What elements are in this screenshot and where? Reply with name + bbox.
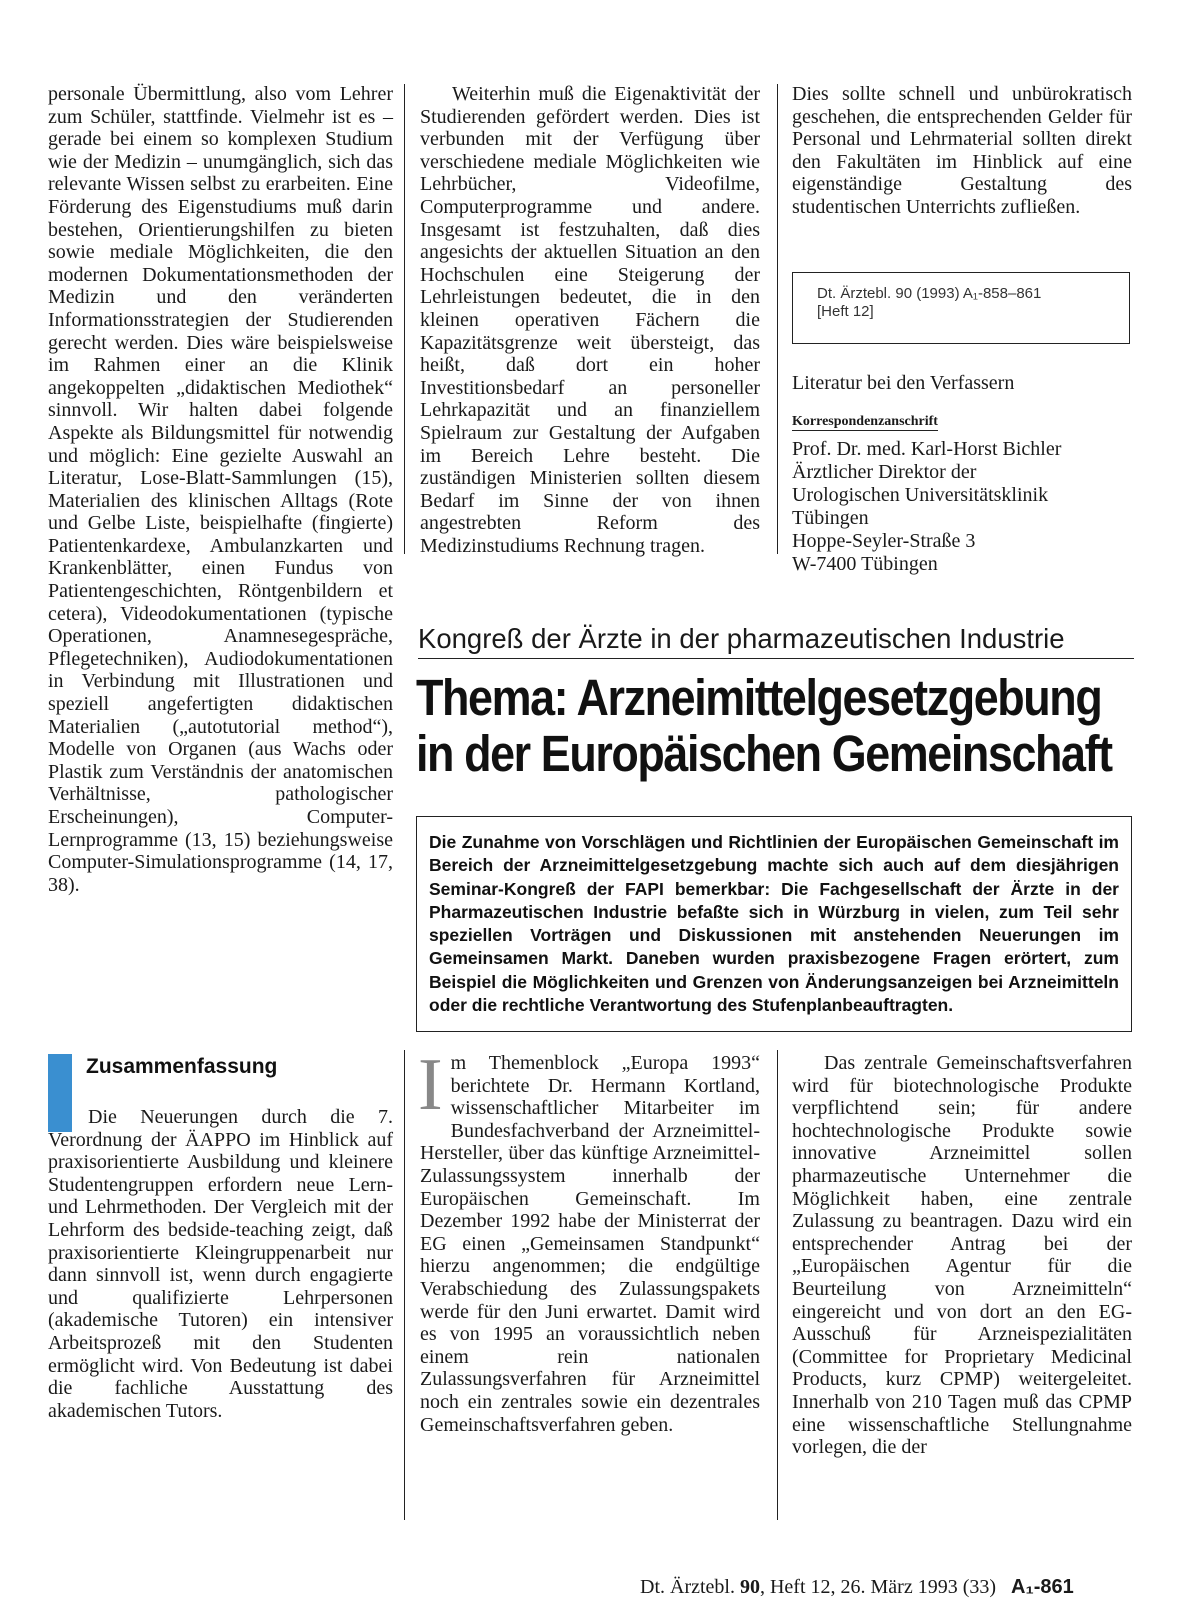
article-kicker: Kongreß der Ärzte in der pharmazeutischen Industrie xyxy=(418,623,1065,654)
footer-issue: , Heft 12, 26. März 1993 (33) xyxy=(759,1576,997,1598)
literature-note: Literatur bei den Verfassern xyxy=(792,372,1015,394)
column-divider xyxy=(404,84,405,554)
summary-heading: Zusammenfassung xyxy=(86,1055,278,1078)
summary-text: Die Neuerungen durch die 7. Verordnung der ÄAPPO im Hinblick auf praxisorientierte Ausbildung und kleinere Studentengruppen erfordern neue Lern- und Lehrmethoden. Der Vergleich mit der Lehrform des bedside-teaching zeigt, daß praxisorientierte Kleingruppenarbeit nur dann sinnvoll ist, wenn durch engagierte und qualifizierte Lehrpersonen (akademische Tutoren) ein intensiver Arbeitsprozeß mit den Studenten ermöglicht wird. Von Bedeutung ist dabei die fachliche Ausstattung des akademischen Tutors. xyxy=(48,1106,393,1422)
column-divider xyxy=(404,1050,405,1520)
summary-text-column xyxy=(48,1106,393,1422)
paragraph: personale Übermittlung, also vom Lehrer zum Schüler, stattfinde. Vielmehr ist es – gerade bei einem so komplexen Studium wie der Medizin – unumgänglich, sich das relevante Wissen selbst zu erarbeiten. Eine Förderung des Eigenstudiums muß darin bestehen, Orientierungshilfen zu bieten sowie mediale Möglichkeiten, die den modernen Dokumentationsmethoden der Medizin und den veränderten Informationsstrategien der Studierenden gerecht werden. Dies wäre beispielsweise im Rahmen einer an die Klinik angekoppelten „didaktischen Mediothek“ sinnvoll. Wir halten dabei folgende Aspekte als Bildungsmittel für notwendig und möglich: Eine gezielte Auswahl an Literatur, Lose-Blatt-Sammlungen (15), Materialien des klinischen Alltags (Rote und Gelbe Liste, beispielhafte (fingierte) Patientenkardexe, Ambulanzkarten und Krankenblätter, einen Fundus von Patientengeschichten, Röntgenbildern et cetera), Videodokumentationen (typische Operationen, Anamnesegespräche, Pflegetechniken), Audiodokumentationen in Verbindung mit Illustrationen und speziell angefertigten didaktischen Materialien („autotutorial method“), Modelle von Organen (aus Wachs oder Plastik zum Verständnis der anatomischen Verhältnisse, pathologischer Erscheinungen), Computer-Lernprogramme (13, 15) beziehungsweise Computer-Simulationsprogramme (14, 17, 38). xyxy=(48,83,393,896)
article-lead: Die Zunahme von Vorschlägen und Richtlinien der Europäischen Gemeinschaft im Bereich der Arzneimittelgesetzgebung machte sich auch auf dem diesjährigen Seminar-Kongreß der FAPI bemerkbar: Die Fachgesellschaft der Ärzte in der Pharmazeutischen Industrie befaßte sich in Würzburg in vielen, zum Teil sehr speziellen Vorträgen und Diskussionen mit anstehenden Neuerungen im Gemeinsamen Markt. Daneben wurden praxisbezogene Fragen erörtert, zum Beispiel die Möglichkeiten und Grenzen von Änderungsanzeigen bei Arzneimitteln oder die rechtliche Verantwortung des Stufenplanbeauftragten. xyxy=(429,832,1119,1016)
article-body-column-1 xyxy=(418,1044,760,1436)
paragraph: m Themenblock „Europa 1993“ berichtete Dr. Hermann Kortland, wissenschaftlicher Mitarbeiter im Bundesfachverband der Arzneimittel-Hersteller, über das künftige Arzneimittel-Zulassungssystem innerhalb der Europäischen Gemeinschaft. Im Dezember 1992 habe der Ministerrat der EG einen „Gemeinsamen Standpunkt“ hierzu angenommen; die endgültige Verabschiedung des Zulassungspakets werde für den Juni erwartet. Damit wird es von 1995 an voraussichtlich neben einem rein nationalen Zulassungsverfahren für Arzneimittel noch ein zentrales sowie ein dezentrales Gemeinschaftsverfahren geben. xyxy=(420,1052,760,1436)
article-headline xyxy=(416,670,1136,782)
body-column-2 xyxy=(420,83,760,557)
address-line: Ärztlicher Direktor der xyxy=(792,461,977,483)
column-divider xyxy=(777,84,778,554)
paragraph: Dies sollte schnell und unbürokratisch geschehen, die entsprechenden Gelder für Personal und Lehrmaterial sollten direkt den Fakultäten im Hinblick auf eine eigenständige Gestaltung des studentischen Unterrichts zufließen. xyxy=(792,83,1132,218)
page-footer xyxy=(640,1576,1074,1599)
address-line: Tübingen xyxy=(792,507,869,529)
citation-issue: [Heft 12] xyxy=(817,303,874,320)
correspondence-label: Korrespondenzanschrift xyxy=(792,414,938,429)
headline-line-2: in der Europäischen Gemeinschaft xyxy=(416,725,1112,782)
body-column-3 xyxy=(792,83,1132,219)
column-divider xyxy=(777,1050,778,1520)
citation-line: Dt. Ärztebl. 90 (1993) A₁-858–861 xyxy=(817,285,1042,302)
body-column-1 xyxy=(48,83,393,896)
footer-page-number: A₁-861 xyxy=(1011,1576,1074,1598)
correspondence-address xyxy=(792,438,1061,576)
address-line: Urologischen Universitätsklinik xyxy=(792,484,1049,506)
drop-cap: I xyxy=(418,1044,443,1126)
headline-line-1: Thema: Arzneimittelgesetzgebung xyxy=(416,669,1102,726)
article-body-column-2 xyxy=(792,1052,1132,1459)
paragraph: Weiterhin muß die Eigenaktivität der Studierenden gefördert werden. Dies ist verbunden mit der Verfügung über verschiedene mediale Möglichkeiten wie Lehrbücher, Videofilme, Computerprogramme und andere. Insgesamt ist festzuhalten, daß dies angesichts der aktuellen Situation an den Hochschulen eine Steigerung der Lehrleistungen bedeutet, die in den kleinen operativen Fächern die Kapazitätsgrenze weit übersteigt, das heißt, daß dort ein hoher Investitionsbedarf an personeller Lehrkapazität und an finanziellem Spielraum zur Gestaltung der Aufgaben im Bereich Lehre besteht. Die zuständigen Ministerien sollten diesem Bedarf im Sinne der von ihnen angestrebten Reform des Medizinstudiums Rechnung tragen. xyxy=(420,83,760,557)
address-line: W-7400 Tübingen xyxy=(792,553,938,575)
kicker-underline xyxy=(418,658,1134,659)
lead-box xyxy=(416,816,1132,1032)
address-line: Hoppe-Seyler-Straße 3 xyxy=(792,530,976,552)
paragraph: Das zentrale Gemeinschaftsverfahren wird für biotechnologische Produkte verpflichtend sein; für andere hochtechnologische Produkte sowie innovative Arzneimittel sollen pharmazeutische Unternehmer die Möglichkeit haben, eine zentrale Zulassung zu beantragen. Dazu wird ein entsprechender Antrag bei der „Europäischen Agentur für die Beurteilung von Arzneimitteln“ eingereicht und von dort an den EG-Ausschuß für Arzneispezialitäten (Committee for Proprietary Medicinal Products, kurz CPMP) weitergeleitet. Innerhalb von 210 Tagen muß das CPMP eine wissenschaftliche Stellungnahme vorlegen, die der xyxy=(792,1052,1132,1459)
address-line: Prof. Dr. med. Karl-Horst Bichler xyxy=(792,438,1062,460)
footer-volume: 90 xyxy=(739,1576,760,1598)
citation-box xyxy=(792,272,1130,344)
footer-journal: Dt. Ärztebl. xyxy=(640,1576,735,1598)
